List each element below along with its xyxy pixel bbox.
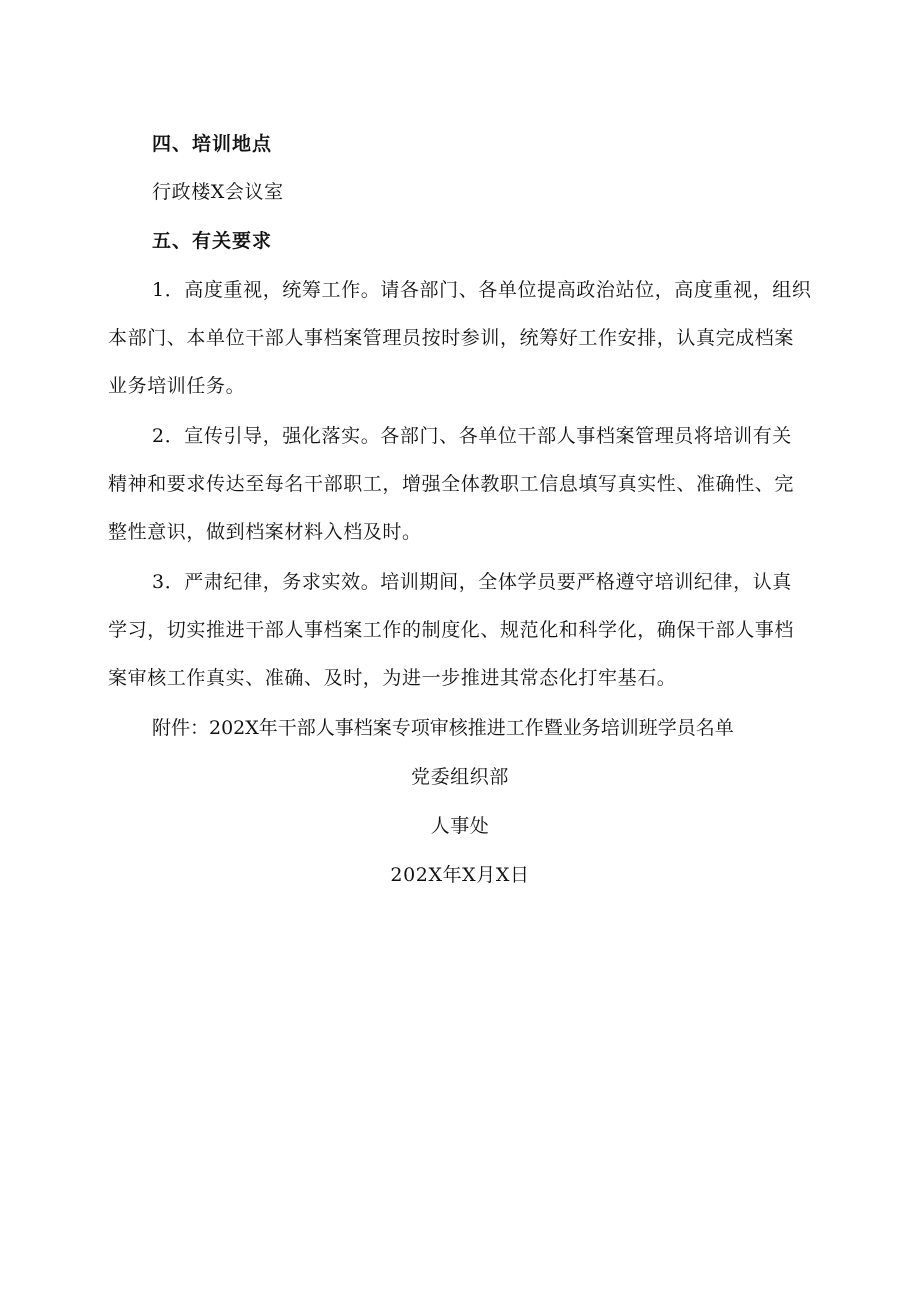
requirement-1-line-1: 1．高度重视，统筹工作。请各部门、各单位提高政治站位，高度重视，组织 bbox=[152, 279, 812, 301]
attachment-line: 附件：202X年干部人事档案专项审核推进工作暨业务培训班学员名单 bbox=[152, 717, 734, 739]
requirement-2-line-2: 精神和要求传达至每名干部职工，增强全体教职工信息填写真实性、准确性、完 bbox=[108, 473, 795, 495]
section-4-heading: 四、培训地点 bbox=[152, 133, 273, 155]
requirement-3-line-1: 3．严肃纪律，务求实效。培训期间，全体学员要严格遵守培训纪律，认真 bbox=[152, 571, 792, 593]
section-5-heading: 五、有关要求 bbox=[152, 230, 273, 252]
requirement-3-line-3: 案审核工作真实、准确、及时，为进一步推进其常态化打牢基石。 bbox=[108, 667, 677, 689]
section-4-content: 行政楼X会议室 bbox=[152, 181, 284, 203]
requirement-1-line-3: 业务培训任务。 bbox=[108, 375, 246, 397]
requirement-1-line-2: 本部门、本单位干部人事档案管理员按时参训，统筹好工作安排，认真完成档案 bbox=[108, 327, 795, 349]
signature-org-1: 党委组织部 bbox=[410, 766, 509, 788]
signature-org-2: 人事处 bbox=[430, 815, 490, 837]
signature-date: 202X年X月X日 bbox=[390, 864, 530, 886]
requirement-2-line-3: 整性意识，做到档案材料入档及时。 bbox=[108, 521, 422, 543]
requirement-2-line-1: 2．宣传引导，强化落实。各部门、各单位干部人事档案管理员将培训有关 bbox=[152, 425, 792, 447]
requirement-3-line-2: 学习，切实推进干部人事档案工作的制度化、规范化和科学化，确保干部人事档 bbox=[108, 619, 795, 641]
